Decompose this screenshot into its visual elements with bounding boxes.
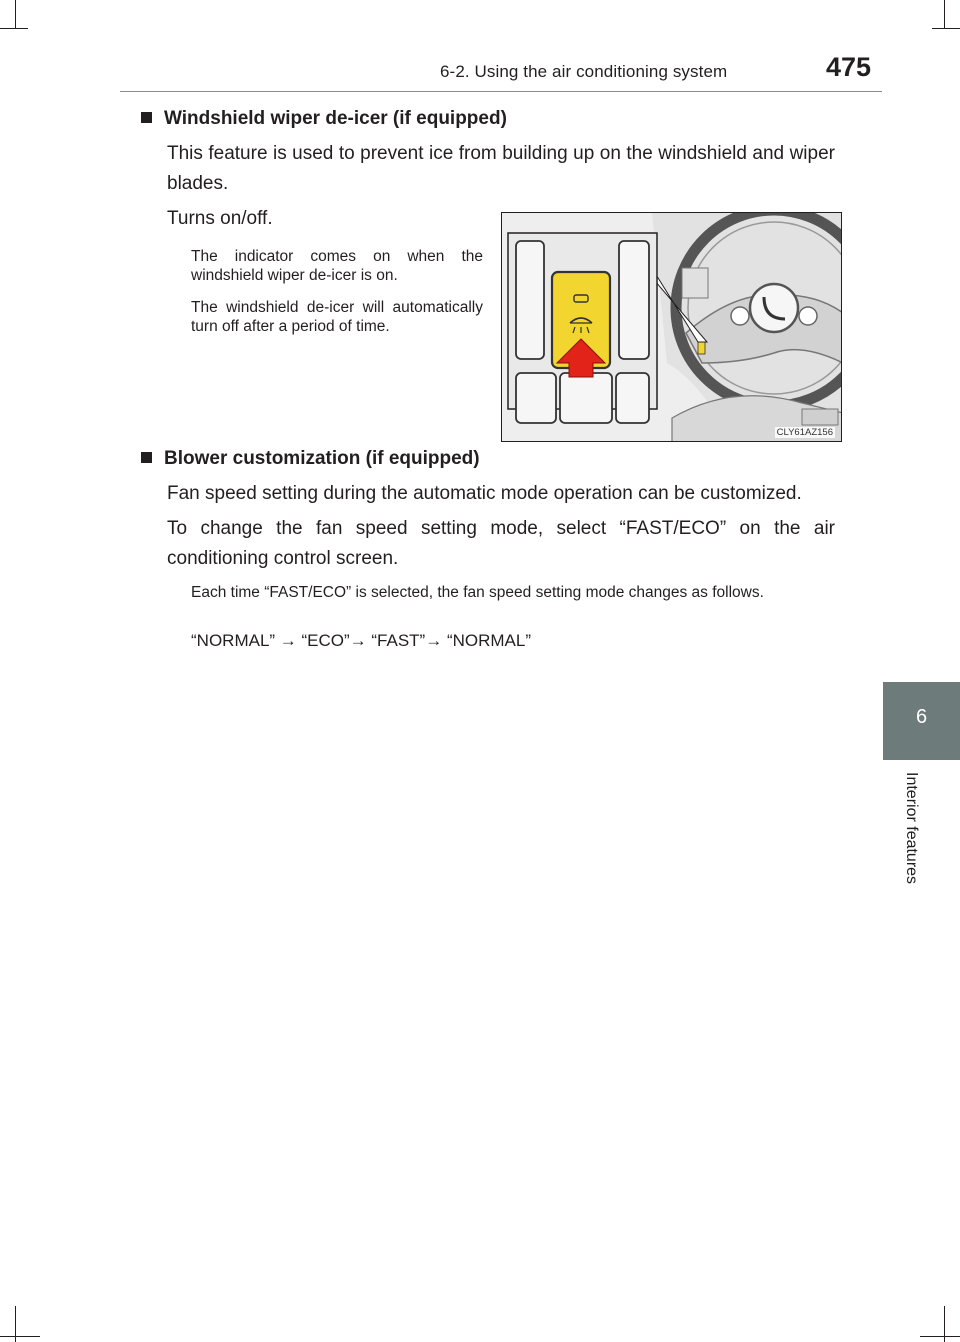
crop-mark [932,28,960,29]
deicer-action: Turns on/off. [167,208,273,229]
chapter-tab [883,682,960,760]
chapter-number: 6 [915,706,928,728]
crop-mark [944,1306,945,1342]
blower-note-cycle: Each time “FAST/ECO” is selected, the fan speed setting mode changes as follows. [191,584,764,601]
running-header: 6-2. Using the air conditioning system [440,62,728,81]
page-number: 475 [826,52,872,82]
deicer-note-indicator: The indicator comes on when the windshield wiper de-icer is on. [191,248,483,284]
heading-text: Windshield wiper de-icer (if equipped) [164,108,507,129]
dashboard-drawing [502,213,842,442]
blower-paragraph-1: Fan speed setting during the automatic mode operation can be customized. [167,483,802,504]
heading-text: Blower customization (if equipped) [164,448,480,469]
section-heading-blower [141,448,480,470]
deicer-intro: This feature is used to prevent ice from building up on the windshield and wiper blades. [167,143,835,194]
crop-mark [944,0,945,28]
deicer-note-auto-off: The windshield de-icer will automatically turn off after a period of time. [191,299,483,335]
section-heading-deicer [141,108,507,130]
figure-code: CLY61AZ156 [776,427,833,438]
chapter-title: Interior features [903,772,920,885]
deicer-switch-location [698,342,705,354]
crop-mark [920,1336,960,1337]
crop-mark [0,1336,40,1337]
crop-mark [0,28,28,29]
deicer-switch-illustration [501,212,842,442]
blower-paragraph-2: To change the fan speed setting mode, select “FAST/ECO” on the air conditioning control screen. [167,518,835,569]
bullet-square-icon [141,112,152,123]
bullet-square-icon [141,452,152,463]
crop-mark [15,1306,16,1342]
steering-wheel-emblem [750,284,798,332]
header-rule [120,91,882,92]
crop-mark [15,0,16,28]
blower-mode-sequence: “NORMAL” → “ECO”→ “FAST”→ “NORMAL” [191,631,531,650]
